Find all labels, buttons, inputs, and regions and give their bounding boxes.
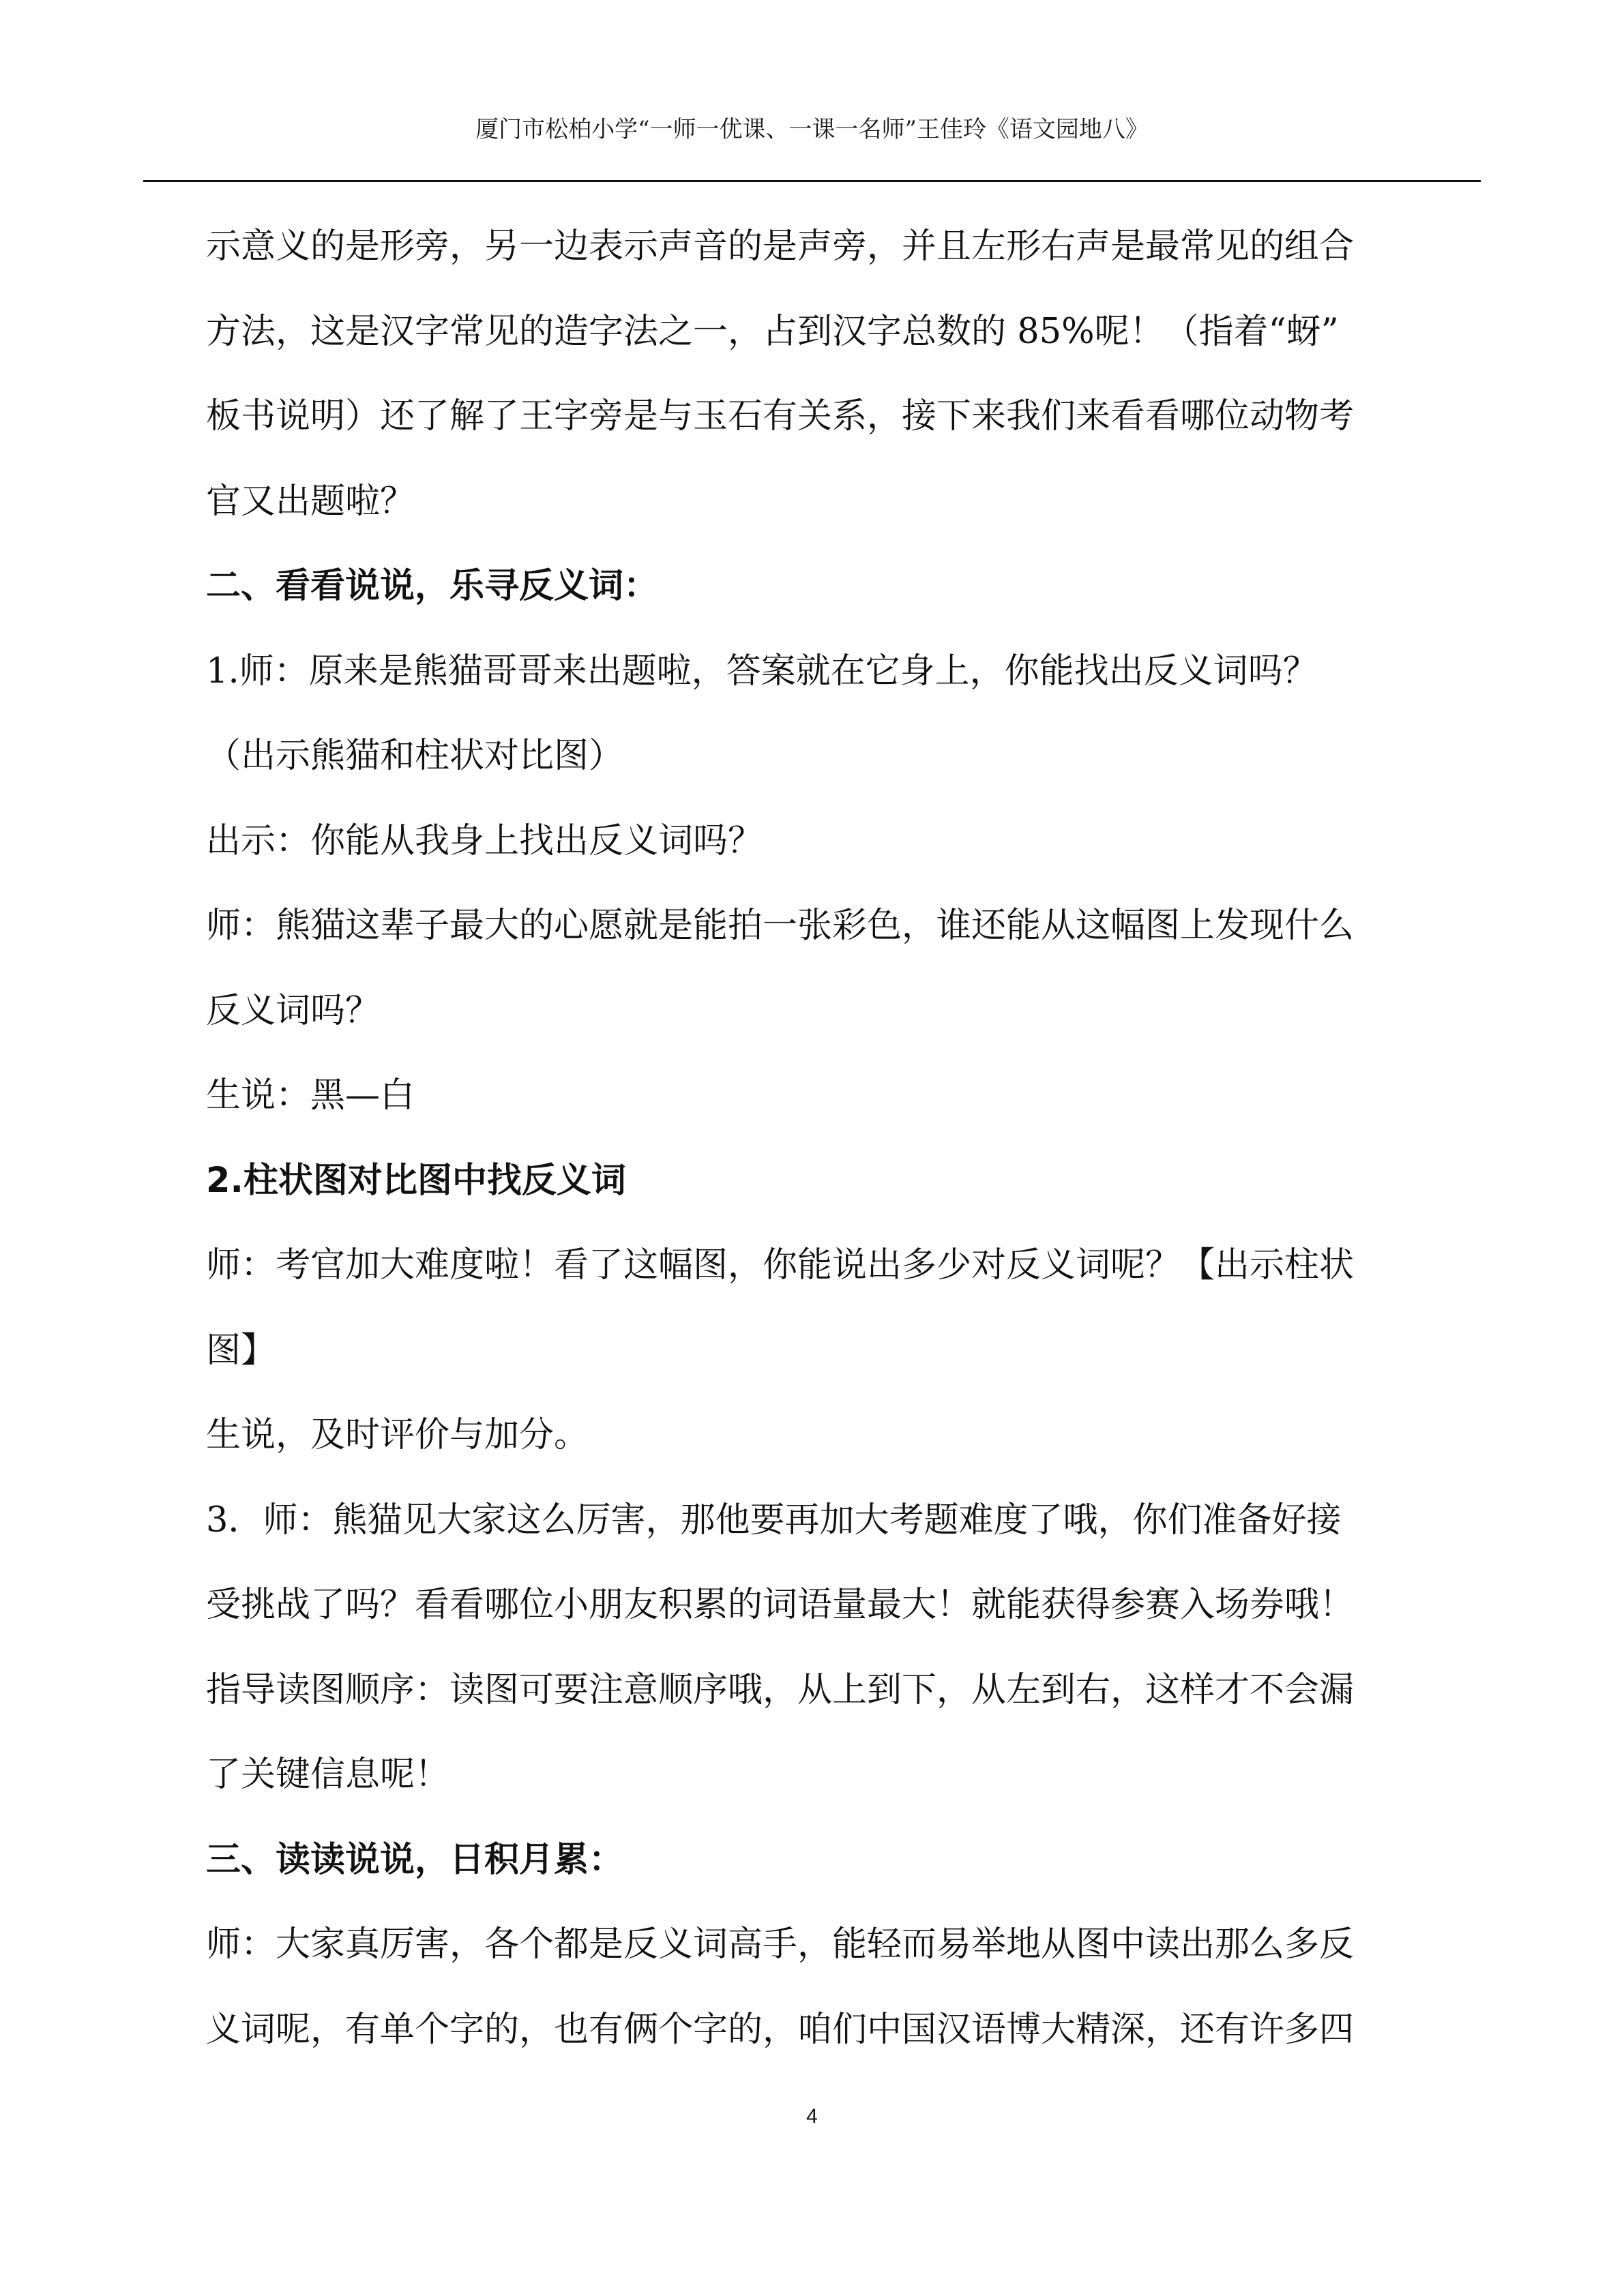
paragraph-line: 师：大家真厉害，各个都是反义词高手，能轻而易举地从图中读出那么多反 — [206, 1924, 1355, 1965]
paragraph-line: 图】 — [206, 1330, 276, 1371]
paragraph-line: 师：考官加大难度啦！看了这幅图，你能说出多少对反义词呢？【出示柱状 — [206, 1245, 1355, 1285]
page-number: 4 — [806, 2105, 818, 2128]
paragraph-line: 官又出题啦？ — [206, 481, 415, 522]
paragraph-line: 出示：你能从我身上找出反义词吗？ — [206, 820, 763, 861]
header-divider — [143, 180, 1481, 182]
document-body — [206, 205, 1475, 2072]
paragraph-line: 指导读图顺序：读图可要注意顺序哦，从上到下，从左到右，这样才不会漏 — [206, 1669, 1355, 1710]
paragraph-line: 师：熊猫这辈子最大的心愿就是能拍一张彩色，谁还能从这幅图上发现什么 — [206, 906, 1355, 946]
section-heading: 二、看看说说，乐寻反义词： — [206, 566, 659, 606]
paragraph-line: 方法，这是汉字常见的造字法之一，占到汉字总数的 85%呢！（指着“蚜” — [206, 311, 1339, 352]
paragraph-line: 了关键信息呢！ — [206, 1755, 450, 1795]
section-heading: 三、读读说说，日积月累： — [206, 1839, 624, 1880]
paragraph-line: 1.师：原来是熊猫哥哥来出题啦，答案就在它身上，你能找出反义词吗？ — [206, 651, 1318, 691]
paragraph-line: 反义词吗？ — [206, 990, 381, 1031]
paragraph-line: 3．师：熊猫见大家这么厉害，那他要再加大考题难度了哦，你们准备好接 — [206, 1500, 1342, 1540]
section-heading: 2.柱状图对比图中找反义词 — [206, 1160, 626, 1201]
paragraph-line: 义词呢，有单个字的，也有俩个字的，咱们中国汉语博大精深，还有许多四 — [206, 2009, 1355, 2050]
paragraph-line: （出示熊猫和柱状对比图） — [206, 736, 624, 776]
paragraph-line: 生说，及时评价与加分。 — [206, 1415, 589, 1455]
paragraph-line: 示意义的是形旁，另一边表示声音的是声旁，并且左形右声是最常见的组合 — [206, 226, 1355, 267]
paragraph-line: 生说：黑—白 — [206, 1075, 415, 1116]
paragraph-line: 受挑战了吗？看看哪位小朋友积累的词语量最大！就能获得参赛入场券哦！ — [206, 1585, 1355, 1625]
paragraph-line: 板书说明）还了解了王字旁是与玉石有关系，接下来我们来看看哪位动物考 — [206, 396, 1355, 436]
page-header: 厦门市松柏小学“一师一优课、一课一名师”王佳玲《语文园地八》 — [475, 116, 1149, 143]
